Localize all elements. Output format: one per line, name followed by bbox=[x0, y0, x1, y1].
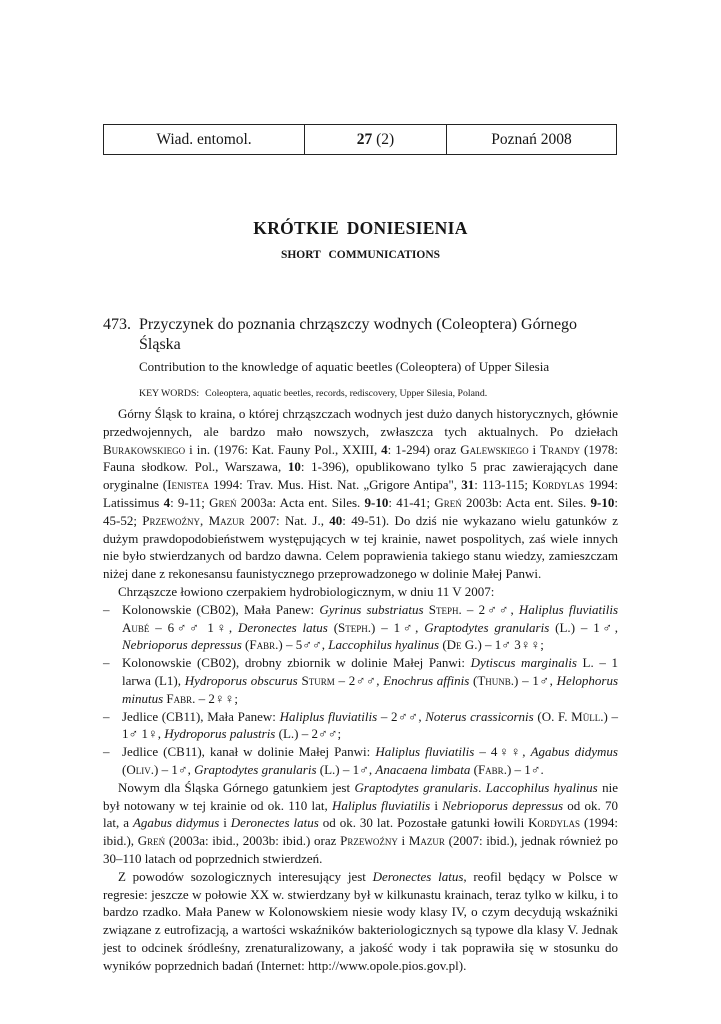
journal-header-table bbox=[103, 124, 617, 155]
article-number: 473. bbox=[103, 316, 131, 333]
journal-name: Wiad. entomol. bbox=[104, 125, 305, 154]
records-list bbox=[103, 601, 618, 779]
keywords-label: KEY WORDS: bbox=[139, 388, 200, 399]
article-title: Przyczynek do poznania chrząszczy wodnych (Coleoptera) Górnego Śląska bbox=[139, 316, 578, 353]
section-subtitle: SHORT COMMUNICATIONS bbox=[280, 249, 441, 261]
article-english-title: Contribution to the knowledge of aquatic beetles (Coleoptera) of Upper Silesia bbox=[139, 359, 550, 374]
list-item: – Jedlice (CB11), Mała Panew: Haliplus fluviatilis – 2♂♂, Noterus crassicornis (O. F. Müll.) – 1♂ 1♀, Hydroporus palustris (L.) – 2♂♂; bbox=[103, 708, 618, 742]
paragraph-method: Chrząszcze łowiono czerpakiem hydrobiologicznym, w dniu 11 V 2007: bbox=[118, 583, 495, 599]
volume-issue bbox=[305, 125, 447, 154]
keywords-text: Coleoptera, aquatic beetles, records, rediscovery, Upper Silesia, Poland. bbox=[205, 388, 488, 399]
list-item: – Kolonowskie (CB02), Mała Panew: Gyrinus substriatus Steph. – 2♂♂, Haliplus fluviatilis Aubé – 6♂♂ 1♀, Deronectes latus (Steph.) – 1♂, Graptodytes granularis (L.) – 1♂, Nebrioporus depressus (Fabr.) – 5♂♂, Laccophilus hyalinus (De G.) – 1♂ 3♀♀; bbox=[103, 601, 619, 653]
article-title-block bbox=[103, 315, 619, 355]
list-item: – Jedlice (CB11), kanał w dolinie Małej Panwi: Haliplus fluviatilis – 4♀♀, Agabus didymus (Oliv.) – 1♂, Graptodytes granularis (L.) – 1♂, Anacaena limbata (Fabr.) – 1♂. bbox=[103, 744, 618, 777]
place-year: Poznań 2008 bbox=[491, 130, 572, 148]
paragraph-new-records: Nowym dla Śląska Górnego gatunkiem jest Graptodytes granularis. Laccophilus hyalinus nie był notowany w tej krainie od ok. 110 lat, Haliplus fluviatilis i Nebrioporus depressus od ok. 70 lat, a Agabus didymus i Deronectes latus od ok. 30 lat. Pozostałe gatunki łowili Kordylas (1994: ibid.), Greń (2003a: ibid., 2003b: ibid.) oraz Przewoźny i Mazur (2007: ibid.), jednak również po 30–110 latach od poprzednich stwierdzeń. bbox=[103, 779, 619, 866]
section-title: KRÓTKIE DONIESIENIA bbox=[253, 218, 468, 238]
volume-number: 27 bbox=[356, 130, 373, 148]
keywords-line bbox=[139, 388, 619, 400]
list-item: – Kolonowskie (CB02), drobny zbiornik w dolinie Małej Panwi: Dytiscus marginalis L. – 1 larwa (L1), Hydroporus obscurus Sturm – 2♂♂, Enochrus affinis (Thunb.) – 1♂, Helophorus minutus Fabr. – 2♀♀; bbox=[103, 655, 618, 706]
issue-number: (2) bbox=[376, 130, 395, 148]
article-body bbox=[103, 405, 618, 975]
paragraph-conservation: Z powodów sozologicznych interesujący jest Deronectes latus, reofil będący w Polsce w regresie: jeszcze w połowie XX w. stwierdzany był w kilkunastu krainach, teraz tylko w kilku, i to bardzo rzadko. Mała Panew w Kolonowskiem niesie wody klasy IV, o czym decydują wskaźniki związane z eutrofizacją, a wartości wskaźników bakteriologicznych są typowe dla klasy V. Jednak jest to odcinek śródleśny, zrenaturalizowany, a jakość wody i tak poprawiła się w stosunku do wyników poprzednich badań (Internet: http://www.opole.pios.gov.pl). bbox=[103, 868, 619, 973]
paragraph-intro: Górny Śląsk to kraina, o której chrząszczach wodnych jest dużo danych historycznych, głównie przedwojennych, ale bardzo mało nowszych, zwłaszcza tych aktualnych. Po dziełach Burakowskiego i in. (1976: Kat. Fauny Pol., XXIII, 4: 1-294) oraz Galewskiego i Trandy (1978: Fauna słodkow. Pol., Warszawa, 10: 1-396), opublikowano tylko 5 prac zawierających dane oryginalne (Ienistea 1994: Trav. Mus. Hist. Nat. „Grigore Antipa", 31: 113-115; Kordylas 1994: Latissimus 4: 9-11; Greń 2003a: Acta ent. Siles. 9-10: 41-41; Greń 2003b: Acta ent. Siles. 9-10: 45-52; Przewoźny, Mazur 2007: Nat. J., 40: 49-51). Do dziś nie wykazano wielu gatunków z dużym prawdopodobieństwem występujących w tej krainie, nawet pospolitych, zaś wiele innych nie było stwierdzanych od bardzo dawna. Celem poprawienia takiego stanu wiedzy, zamieszczam niżej dane z rekonesansu faunistycznego przeprowadzonego w dolinie Małej Panwi. bbox=[103, 406, 618, 582]
